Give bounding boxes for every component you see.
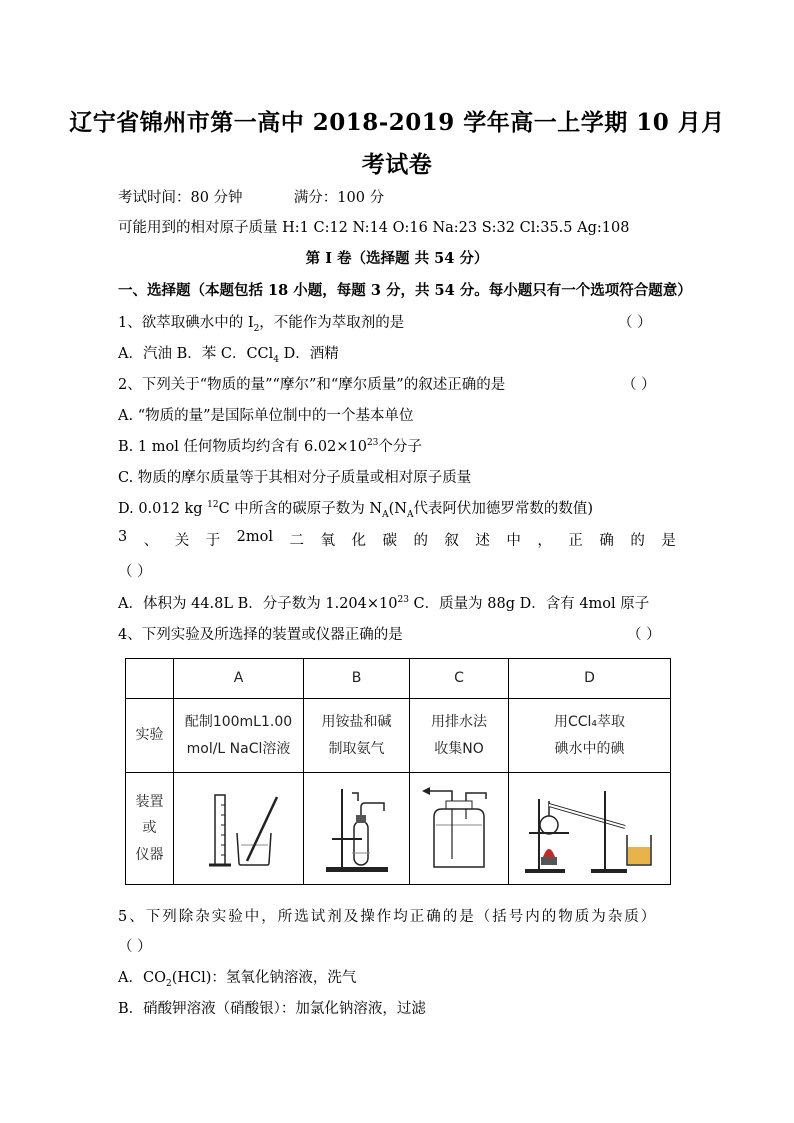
question-2-option-b: B. 1 mol 任何物质均约含有 $6.02\times 10^{23}$个分子 — [118, 438, 422, 455]
answer-blank-2: （ ） — [622, 377, 656, 393]
question-1-options: A．汽油 B．苯 C．CCl$_4$ D．酒精 — [118, 346, 339, 365]
exam-time: 考试时间：80 分钟 — [118, 190, 243, 206]
answer-blank-4: （ ） — [627, 627, 661, 643]
answer-blank-5: （ ） — [118, 939, 152, 955]
experiment-table — [125, 658, 671, 885]
distillation-apparatus-icon — [515, 781, 665, 877]
answer-blank-3: （ ） — [118, 564, 152, 580]
table-corner-cell — [126, 659, 174, 699]
graduated-cylinder-with-beaker-icon — [189, 781, 289, 877]
experiment-d: 用CCl₄萃取 碘水中的碘 — [509, 699, 671, 773]
question-3-stem: 3 、 关 于 2mol 二 氧 化 碳 的 叙 述 中 ， 正 确 的 是 — [118, 529, 676, 549]
apparatus-b — [304, 773, 410, 885]
column-header-a: A — [174, 659, 304, 699]
question-3-options: A．体积为 44.8L B．分子数为 $1.204\times 10^{23}$ C．质量为 88g D．含有 4mol 原子 — [118, 595, 650, 612]
exam-score: 满分：100 分 — [293, 190, 385, 206]
question-4-stem: 4、下列实验及所选择的装置或仪器正确的是 — [118, 627, 403, 643]
question-1-stem: 1、欲萃取碘水中的 $I_2$，不能作为萃取剂的是 — [118, 315, 405, 334]
question-2-stem: 2、下列关于“物质的量”“摩尔”和“摩尔质量”的叙述正确的是 — [118, 377, 506, 393]
row-label-experiment: 实验 — [126, 699, 174, 773]
question-5-option-a: A．$CO_2(HCl)$：氢氧化钠溶液，洗气 — [118, 970, 357, 989]
part1-title: 第 I 卷（选择题 共 54 分） — [305, 250, 489, 267]
question-2-option-c: C. 物质的摩尔质量等于其相对分子质量或相对原子质量 — [118, 470, 472, 486]
column-header-b: B — [304, 659, 410, 699]
column-header-c: C — [410, 659, 509, 699]
row-label-apparatus: 装置 或 仪器 — [126, 773, 174, 885]
apparatus-d — [509, 773, 671, 885]
experiment-b: 用铵盐和碱 制取氨气 — [304, 699, 410, 773]
apparatus-a — [174, 773, 304, 885]
exam-title-line1: 辽宁省锦州市第一高中 2018-2019 学年高一上学期 10 月月 — [69, 109, 725, 136]
question-2-option-a: A. “物质的量”是国际单位制中的一个基本单位 — [118, 408, 414, 424]
atomic-masses: 可能用到的相对原子质量 H:1 C:12 N:14 O:16 Na:23 S:32 Cl:35.5 Ag:108 — [118, 220, 630, 236]
experiment-c: 用排水法 收集NO — [410, 699, 509, 773]
exam-title-line2: 考试卷 — [361, 151, 433, 178]
experiment-a: 配制100mL1.00 mol/L NaCl溶液 — [174, 699, 304, 773]
exam-info — [118, 186, 384, 207]
section-title: 一、选择题（本题包括 18 小题，每题 3 分，共 54 分。每小题只有一个选项符合题意） — [118, 282, 692, 299]
test-tube-gas-generator-icon — [312, 781, 402, 877]
question-2-option-d: D. 0.012 kg $^{12}$C 中所含的碳原子数为 $N_A(N_A$代表阿伏加德罗常数的数值) — [118, 500, 594, 520]
column-header-d: D — [509, 659, 671, 699]
answer-blank-1: （ ） — [618, 315, 652, 331]
gas-washing-bottle-icon — [414, 781, 504, 877]
question-5-option-b: B．硝酸钾溶液（硝酸银）：加氯化钠溶液，过滤 — [118, 1001, 426, 1017]
apparatus-c — [410, 773, 509, 885]
question-5-stem: 5、下列除杂实验中，所选试剂及操作均正确的是（括号内的物质为杂质） — [118, 909, 658, 925]
